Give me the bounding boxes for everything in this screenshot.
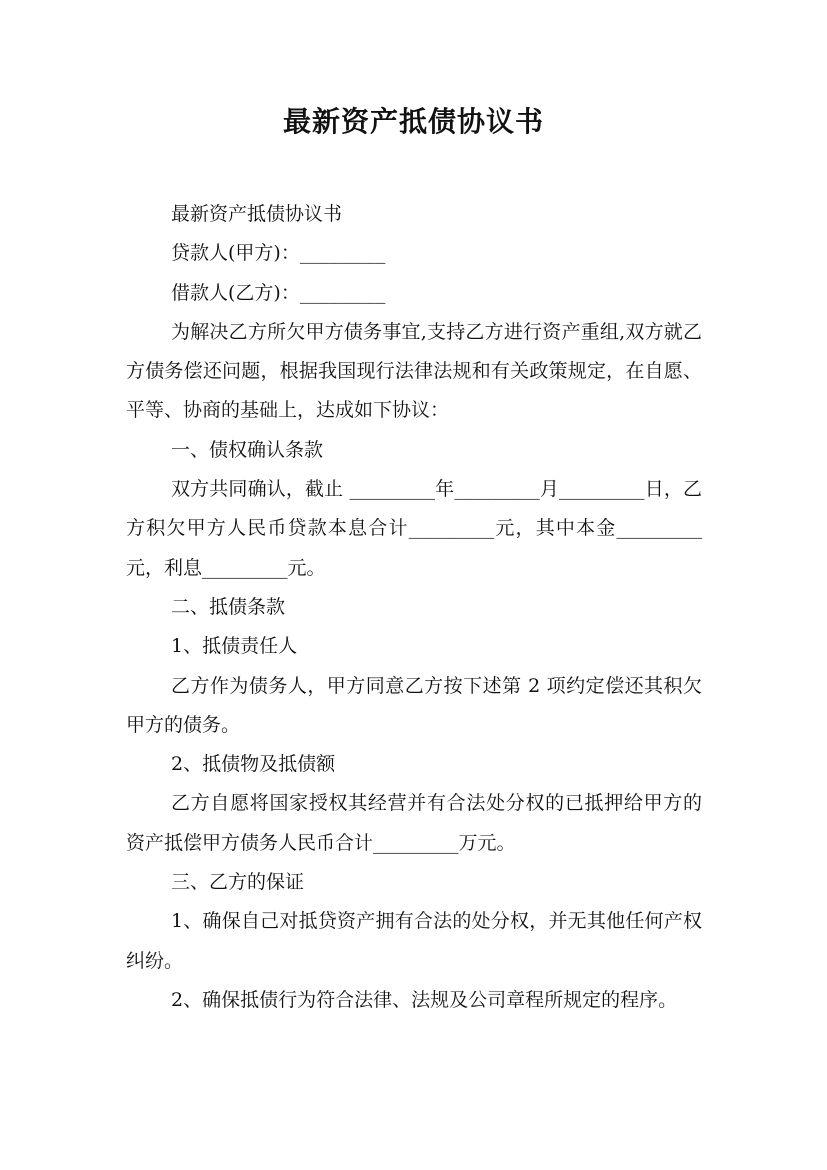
paragraph-debt-confirmation: 双方共同确认，截止 _________年_________月_________日，乙方积欠甲方人民币贷款本息合计_________元，其中本金_________元，利息_________元。 [126,478,702,579]
paragraph-responsible-party: 乙方作为债务人，甲方同意乙方按下述第 2 项约定偿还其积欠甲方的债务。 [126,674,702,736]
paragraph-lender: 贷款人(甲方)：_________ [171,242,386,265]
paragraph-offset-assets: 乙方自愿将国家授权其经营并有合法处分权的已抵押给甲方的资产抵偿甲方债务人民币合计_________万元。 [126,792,702,854]
paragraph-guarantee-1: 1、确保自己对抵贷资产拥有合法的处分权，并无其他任何产权纠纷。 [126,910,702,972]
document-title: 最新资产抵债协议书 [282,105,544,138]
paragraph-borrower: 借款人(乙方)：_________ [171,281,386,304]
clause-heading-offset-assets: 2、抵债物及抵债额 [171,753,336,776]
paragraph-guarantee-2: 2、确保抵债行为符合法律、法规及公司章程所规定的程序。 [171,988,678,1011]
section-heading-debt-confirmation: 一、债权确认条款 [171,438,324,461]
clause-heading-responsible-party: 1、抵债责任人 [171,635,298,658]
section-heading-guarantees: 三、乙方的保证 [171,871,305,894]
section-heading-offset-terms: 二、抵债条款 [171,595,286,618]
document-body [126,195,702,1020]
paragraph-preamble: 为解决乙方所欠甲方债务事宜,支持乙方进行资产重组,双方就乙方债务偿还问题，根据我国现行法律法规和有关政策规定，在自愿、平等、协商的基础上，达成如下协议： [126,320,702,422]
paragraph-subtitle: 最新资产抵债协议书 [171,203,343,225]
